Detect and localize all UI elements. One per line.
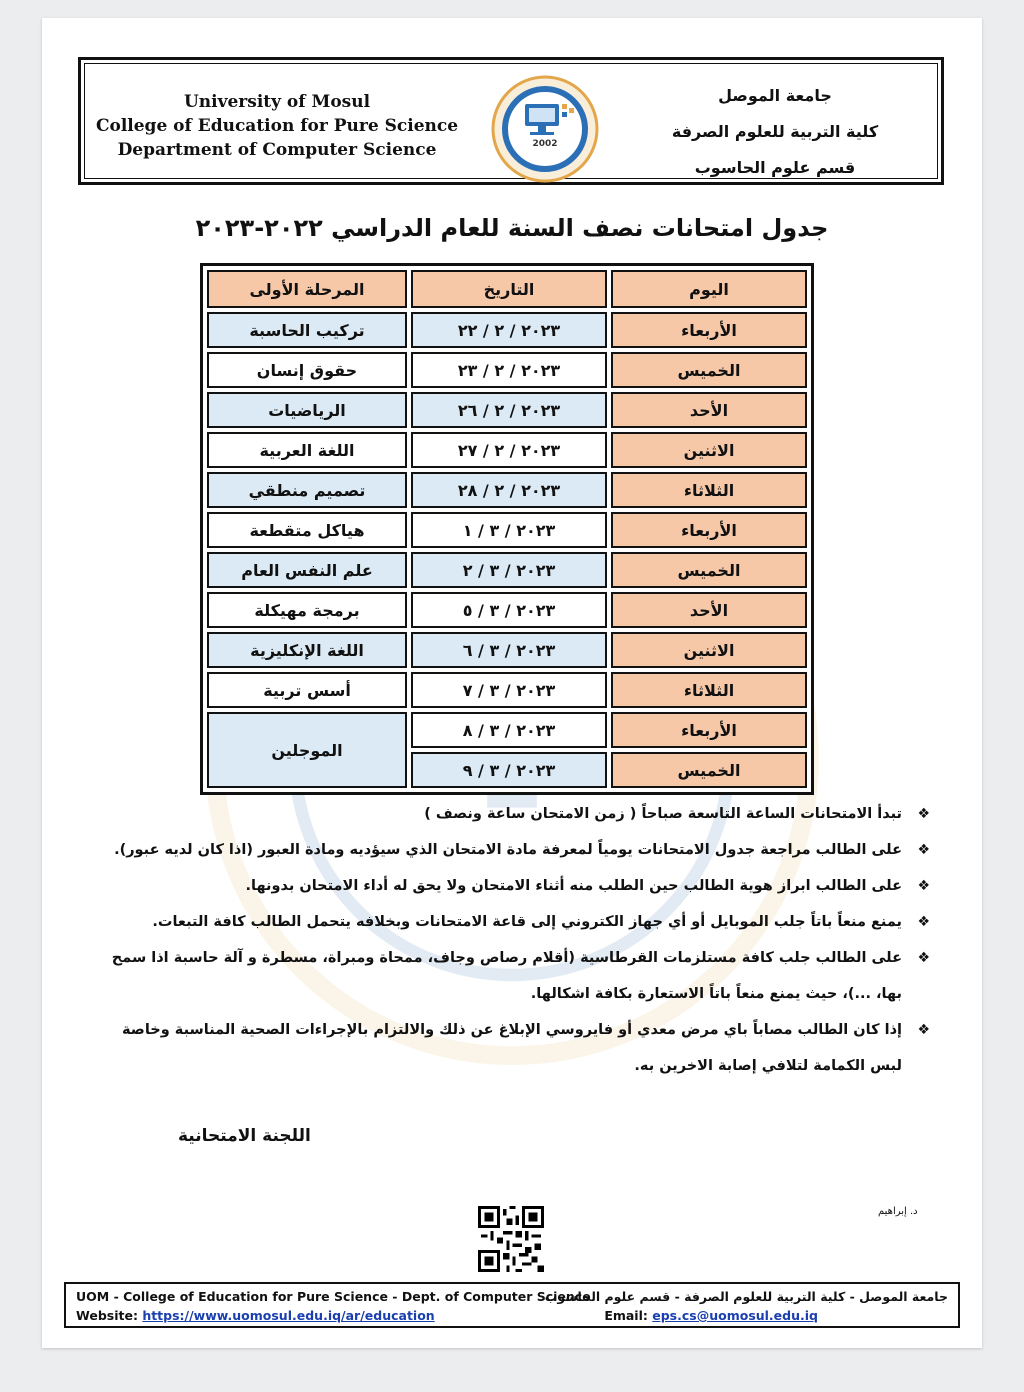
day-cell: الأحد	[611, 592, 807, 628]
college-logo-icon	[490, 74, 600, 184]
instruction-item: ❖ إذا كان الطالب مصاباً باي مرض معدي أو فايروسي الإبلاغ عن ذلك والالتزام بالإجراءات الصحية المناسبة وخاصة لبس الكمامة لتلافي إصابة الاخرين به.	[98, 1012, 930, 1084]
footer-email: Email: eps.cs@uomosul.edu.iq	[604, 1308, 818, 1323]
college-name-en: College of Education for Pure Science	[95, 116, 459, 136]
table-row	[207, 512, 807, 548]
subject-cell: هياكل متقطعة	[207, 512, 407, 548]
day-cell: الخميس	[611, 752, 807, 788]
english-heading	[93, 90, 461, 162]
schedule-title: جدول امتحانات نصف السنة للعام الدراسي ٢٠٢٢-٢٠٢٣	[195, 214, 829, 242]
day-cell: الأحد	[611, 392, 807, 428]
day-cell: الخميس	[611, 352, 807, 388]
letterhead	[78, 57, 944, 185]
deferred-students-cell: الموجلين	[207, 712, 407, 788]
subject-cell: برمجة مهيكلة	[207, 592, 407, 628]
table-row	[207, 472, 807, 508]
header-day: اليوم	[611, 270, 807, 308]
subject-cell: تركيب الحاسبة	[207, 312, 407, 348]
subject-cell: اللغة العربية	[207, 432, 407, 468]
diamond-bullet-icon: ❖	[917, 842, 930, 858]
footer-college-ar: جامعة الموصل - كلية التربية للعلوم الصرفة - قسم علوم الحاسوب	[544, 1289, 948, 1304]
header-stage: المرحلة الأولى	[207, 270, 407, 308]
department-name-en: Department of Computer Science	[117, 140, 437, 160]
diamond-bullet-icon: ❖	[917, 806, 930, 822]
date-cell: ٢٠٢٣ / ٣ / ٩	[411, 752, 607, 788]
day-cell: الثلاثاء	[611, 472, 807, 508]
table-row	[207, 592, 807, 628]
diamond-bullet-icon: ❖	[917, 1022, 930, 1038]
email-link[interactable]: eps.cs@uomosul.edu.iq	[652, 1308, 818, 1323]
day-cell: الأربعاء	[611, 512, 807, 548]
table-row	[207, 632, 807, 668]
department-name-ar: قسم علوم الحاسوب	[694, 158, 856, 177]
subject-cell: حقوق إنسان	[207, 352, 407, 388]
table-header-row	[207, 270, 807, 308]
college-name-ar: كلية التربية للعلوم الصرفة	[671, 122, 879, 141]
day-cell: الاثنين	[611, 632, 807, 668]
date-cell: ٢٠٢٣ / ٣ / ٦	[411, 632, 607, 668]
day-cell: الاثنين	[611, 432, 807, 468]
date-cell: ٢٠٢٣ / ٢ / ٢٧	[411, 432, 607, 468]
date-cell: ٢٠٢٣ / ٣ / ٧	[411, 672, 607, 708]
table-row	[207, 352, 807, 388]
date-cell: ٢٠٢٣ / ٣ / ٢	[411, 552, 607, 588]
table-row	[207, 712, 807, 748]
table-row	[207, 312, 807, 348]
arabic-heading	[625, 78, 925, 186]
exam-instructions	[98, 796, 930, 1084]
date-cell: ٢٠٢٣ / ٢ / ٢٢	[411, 312, 607, 348]
footer-website: Website: https://www.uomosul.edu.iq/ar/education	[76, 1308, 435, 1323]
university-name-en: University of Mosul	[183, 92, 371, 112]
date-cell: ٢٠٢٣ / ٣ / ٨	[411, 712, 607, 748]
subject-cell: تصميم منطقي	[207, 472, 407, 508]
subject-cell: أسس تربية	[207, 672, 407, 708]
date-cell: ٢٠٢٣ / ٣ / ٥	[411, 592, 607, 628]
instruction-item: ❖ على الطالب مراجعة جدول الامتحانات يومياً لمعرفة مادة الامتحان الذي سيؤديه ومادة العبور (اذا كان لديه عبور).	[98, 832, 930, 868]
footer-college-en: UOM - College of Education for Pure Science - Dept. of Computer Science	[76, 1289, 591, 1304]
website-link[interactable]: https://www.uomosul.edu.iq/ar/education	[142, 1308, 435, 1323]
subject-cell: اللغة الإنكليزية	[207, 632, 407, 668]
qr-code-icon[interactable]	[478, 1206, 544, 1272]
day-cell: الثلاثاء	[611, 672, 807, 708]
exam-schedule-table	[200, 263, 814, 795]
table-row	[207, 392, 807, 428]
day-cell: الأربعاء	[611, 312, 807, 348]
page-footer	[64, 1282, 960, 1328]
table-row	[207, 552, 807, 588]
day-cell: الخميس	[611, 552, 807, 588]
subject-cell: الرياضيات	[207, 392, 407, 428]
instruction-item: ❖ تبدأ الامتحانات الساعة التاسعة صباحاً ( زمن الامتحان ساعة ونصف )	[98, 796, 930, 832]
date-cell: ٢٠٢٣ / ٢ / ٢٣	[411, 352, 607, 388]
instruction-item: ❖ يمنع منعاً باتاً جلب الموبايل أو أي جهاز الكتروني إلى قاعة الامتحانات وبخلافه يتحمل الطالب كافة التبعات.	[98, 904, 930, 940]
instruction-item: ❖ على الطالب ابراز هوية الطالب حين الطلب منه أثناء الامتحان ولا يحق له أداء الامتحان بدونها.	[98, 868, 930, 904]
document-page	[42, 18, 982, 1348]
date-cell: ٢٠٢٣ / ٢ / ٢٨	[411, 472, 607, 508]
diamond-bullet-icon: ❖	[917, 878, 930, 894]
diamond-bullet-icon: ❖	[917, 914, 930, 930]
table-row	[207, 432, 807, 468]
university-name-ar: جامعة الموصل	[718, 86, 832, 105]
header-date: التاريخ	[411, 270, 607, 308]
svg-text:2002: 2002	[532, 139, 558, 149]
date-cell: ٢٠٢٣ / ٣ / ١	[411, 512, 607, 548]
instruction-item: ❖ على الطالب جلب كافة مستلزمات القرطاسية (أقلام رصاص وجاف، ممحاة ومبراة، مسطرة و آلة حاسبة اذا سمح بها، ...)، حيث يمنع منعاً باتاً الاستعارة بكافة اشكالها.	[98, 940, 930, 1012]
diamond-bullet-icon: ❖	[917, 950, 930, 966]
table-row	[207, 672, 807, 708]
day-cell: الأربعاء	[611, 712, 807, 748]
signer-name: د. إبراهيم	[878, 1206, 918, 1217]
subject-cell: علم النفس العام	[207, 552, 407, 588]
date-cell: ٢٠٢٣ / ٢ / ٢٦	[411, 392, 607, 428]
exam-committee-signature: اللجنة الامتحانية	[178, 1126, 311, 1146]
